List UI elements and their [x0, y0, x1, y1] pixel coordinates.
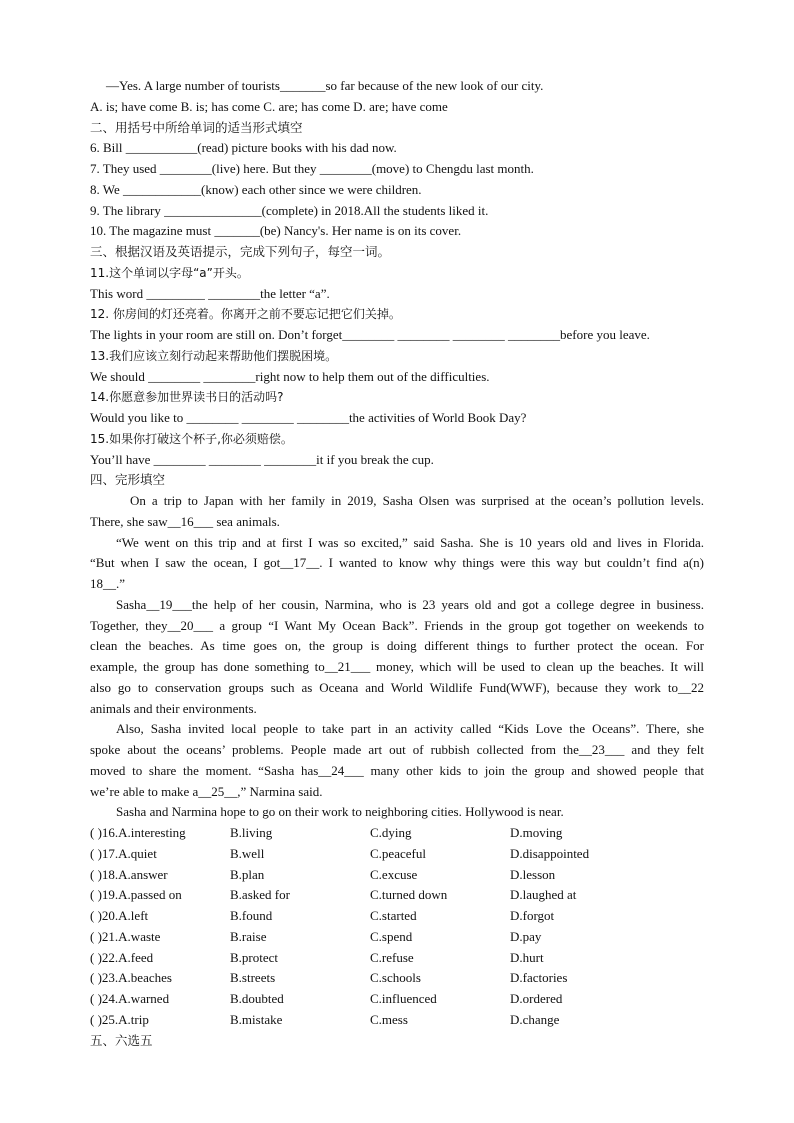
passage-line: Together, they__20___ a group “I Want My Ocean Back”. Friends in the group got together on weekends to	[90, 617, 704, 633]
passage-line: spoke about the oceans’ problems. People made art out of rubbish collected from the__23___ and they felt	[90, 742, 704, 757]
option-row	[90, 989, 704, 1010]
passage-line: we’re able to make a__25__,” Narmina said.	[90, 783, 323, 799]
item-11-english: This word _________ ________the letter “a”.	[90, 285, 330, 301]
option-a: A.waste	[118, 928, 161, 944]
option-b: B.mistake	[230, 1011, 283, 1027]
item-6: 6. Bill ___________(read) picture books with his dad now.	[90, 140, 397, 156]
option-c: C.mess	[370, 1011, 408, 1027]
option-a: A.quiet	[118, 845, 157, 861]
option-d: D.forgot	[510, 908, 555, 923]
option-c: C.peaceful	[370, 845, 426, 861]
option-number-and-a	[90, 844, 157, 865]
section-2-heading: 二、用括号中所给单词的适当形式填空	[90, 119, 303, 135]
option-number-and-a	[90, 968, 172, 989]
option-number-and-a	[90, 906, 148, 927]
option-d: D.hurt	[510, 949, 544, 965]
passage-line: “We went on this trip and at first I was so excited,” said Sasha. She is 10 years old and lives in Florida.	[116, 534, 704, 550]
answer-blank[interactable]: ( )18.	[90, 866, 119, 882]
option-c: C.influenced	[370, 991, 437, 1006]
item-9: 9. The library _______________(complete) in 2018.All the students liked it.	[90, 202, 489, 218]
option-d: D.disappointed	[510, 845, 590, 861]
passage-line: animals and their environments.	[90, 700, 257, 716]
option-c: C.turned down	[370, 887, 448, 903]
option-d: D.moving	[510, 825, 563, 840]
option-b: B.streets	[230, 970, 276, 986]
option-a: A.trip	[118, 1011, 149, 1027]
passage-line: 18__.”	[90, 576, 126, 591]
option-row	[90, 968, 704, 989]
option-number-and-a	[90, 885, 182, 906]
option-number-and-a	[90, 989, 169, 1010]
option-c: C.spend	[370, 928, 413, 944]
passage-line: Sasha__19___the help of her cousin, Narmina, who is 23 years old and got a college degree in business.	[116, 596, 704, 612]
option-a: A.left	[118, 908, 149, 923]
q5-options: A. is; have come B. is; has come C. are; has come D. are; have come	[90, 98, 448, 114]
option-d: D.pay	[510, 928, 542, 944]
option-c: C.refuse	[370, 949, 414, 965]
section-4-heading: 四、完形填空	[90, 472, 166, 488]
item-15-chinese: 15.如果你打破这个杯子,你必须赔偿。	[90, 431, 293, 446]
option-number-and-a	[90, 927, 160, 948]
passage-line: clean the beaches. As time goes on, the group is doing different things to further protect the ocean. For	[90, 638, 704, 654]
option-row	[90, 844, 704, 865]
option-row	[90, 865, 704, 886]
option-b: B.living	[230, 825, 273, 840]
answer-blank[interactable]: ( )19.	[90, 887, 119, 903]
option-c: C.excuse	[370, 866, 418, 882]
answer-blank[interactable]: ( )24.	[90, 991, 119, 1006]
item-8: 8. We ____________(know) each other since we were children.	[90, 181, 422, 197]
option-row	[90, 927, 704, 948]
option-b: B.protect	[230, 949, 279, 965]
answer-blank[interactable]: ( )22.	[90, 949, 119, 965]
item-13-english: We should ________ ________right now to help them out of the difficulties.	[90, 368, 490, 384]
option-b: B.found	[230, 908, 273, 923]
section-5-heading: 五、六选五	[90, 1032, 153, 1048]
option-a: A.beaches	[118, 970, 172, 986]
passage-line: Also, Sasha invited local people to take part in an activity called “Kids Love the Oceans”. There, she	[116, 721, 704, 737]
option-row	[90, 906, 704, 927]
option-number-and-a	[90, 865, 168, 886]
worksheet-content	[90, 76, 704, 1051]
answer-blank[interactable]: ( )17.	[90, 845, 119, 861]
option-row	[90, 948, 704, 969]
passage-line: Sasha and Narmina hope to go on their work to neighboring cities. Hollywood is near.	[116, 804, 564, 820]
answer-blank[interactable]: ( )21.	[90, 928, 119, 944]
item-13-chinese: 13.我们应该立刻行动起来帮助他们摆脱困境。	[90, 348, 338, 363]
option-b: B.raise	[230, 928, 267, 944]
option-c: C.dying	[370, 825, 412, 840]
cloze-options-list	[90, 823, 704, 1031]
passage-line: On a trip to Japan with her family in 2019, Sasha Olsen was surprised at the ocean’s pollution levels.	[130, 493, 704, 508]
option-d: D.lesson	[510, 866, 556, 882]
option-b: B.plan	[230, 866, 265, 882]
option-row	[90, 885, 704, 906]
passage-line: example, the group has done something to__21___ money, which will be used to clean up the beaches. It will	[90, 659, 704, 674]
option-number-and-a	[90, 1010, 149, 1031]
option-a: A.answer	[118, 866, 168, 882]
option-b: B.doubted	[230, 991, 284, 1006]
option-a: A.feed	[118, 949, 154, 965]
answer-blank[interactable]: ( )16.	[90, 825, 119, 840]
option-number-and-a	[90, 948, 153, 969]
option-c: C.schools	[370, 970, 421, 986]
section-3-heading: 三、根据汉语及英语提示，完成下列句子，每空一词。	[90, 244, 391, 259]
option-row	[90, 823, 704, 844]
item-15-english: You’ll have ________ ________ ________it if you break the cup.	[90, 451, 434, 467]
option-d: D.laughed at	[510, 887, 577, 903]
passage-line: There, she saw__16___ sea animals.	[90, 513, 280, 529]
option-row	[90, 1010, 704, 1031]
item-14-english: Would you like to ________ ________ ________the activities of World Book Day?	[90, 410, 527, 425]
item-14-chinese: 14.你愿意参加世界读书日的活动吗?	[90, 390, 284, 405]
item-12-chinese: 12. 你房间的灯还亮着。你离开之前不要忘记把它们关掉。	[90, 307, 401, 322]
option-a: A.interesting	[118, 825, 186, 840]
passage-line: “But when I saw the ocean, I got__17__. I wanted to know why things were this way but couldn’t find a(n)	[90, 555, 704, 571]
option-d: D.ordered	[510, 991, 563, 1006]
option-a: A.passed on	[118, 887, 182, 903]
answer-blank[interactable]: ( )25.	[90, 1011, 119, 1027]
option-a: A.warned	[118, 991, 170, 1006]
item-12-english: The lights in your room are still on. Don’t forget________ ________ ________ ________before you leave.	[90, 327, 650, 342]
item-10: 10. The magazine must _______(be) Nancy's. Her name is on its cover.	[90, 223, 462, 239]
option-b: B.asked for	[230, 887, 290, 903]
answer-blank[interactable]: ( )23.	[90, 970, 119, 986]
passage-line: also go to conservation groups such as Oceana and World Wildlife Fund(WWF), because they work to__22	[90, 679, 704, 695]
option-c: C.started	[370, 908, 417, 923]
passage-line: moved to share the moment. “Sasha has__24___ many other kids to join the group and showed people that	[90, 762, 704, 778]
option-b: B.well	[230, 845, 265, 861]
item-7: 7. They used ________(live) here. But they ________(move) to Chengdu last month.	[90, 161, 534, 176]
item-11-chinese: 11.这个单词以字母“a”开头。	[90, 265, 249, 280]
q5-dialogue-line: —Yes. A large number of tourists_______so far because of the new look of our city.	[106, 78, 544, 93]
option-d: D.change	[510, 1011, 560, 1027]
option-number-and-a	[90, 823, 186, 844]
answer-blank[interactable]: ( )20.	[90, 908, 119, 923]
option-d: D.factories	[510, 970, 568, 986]
